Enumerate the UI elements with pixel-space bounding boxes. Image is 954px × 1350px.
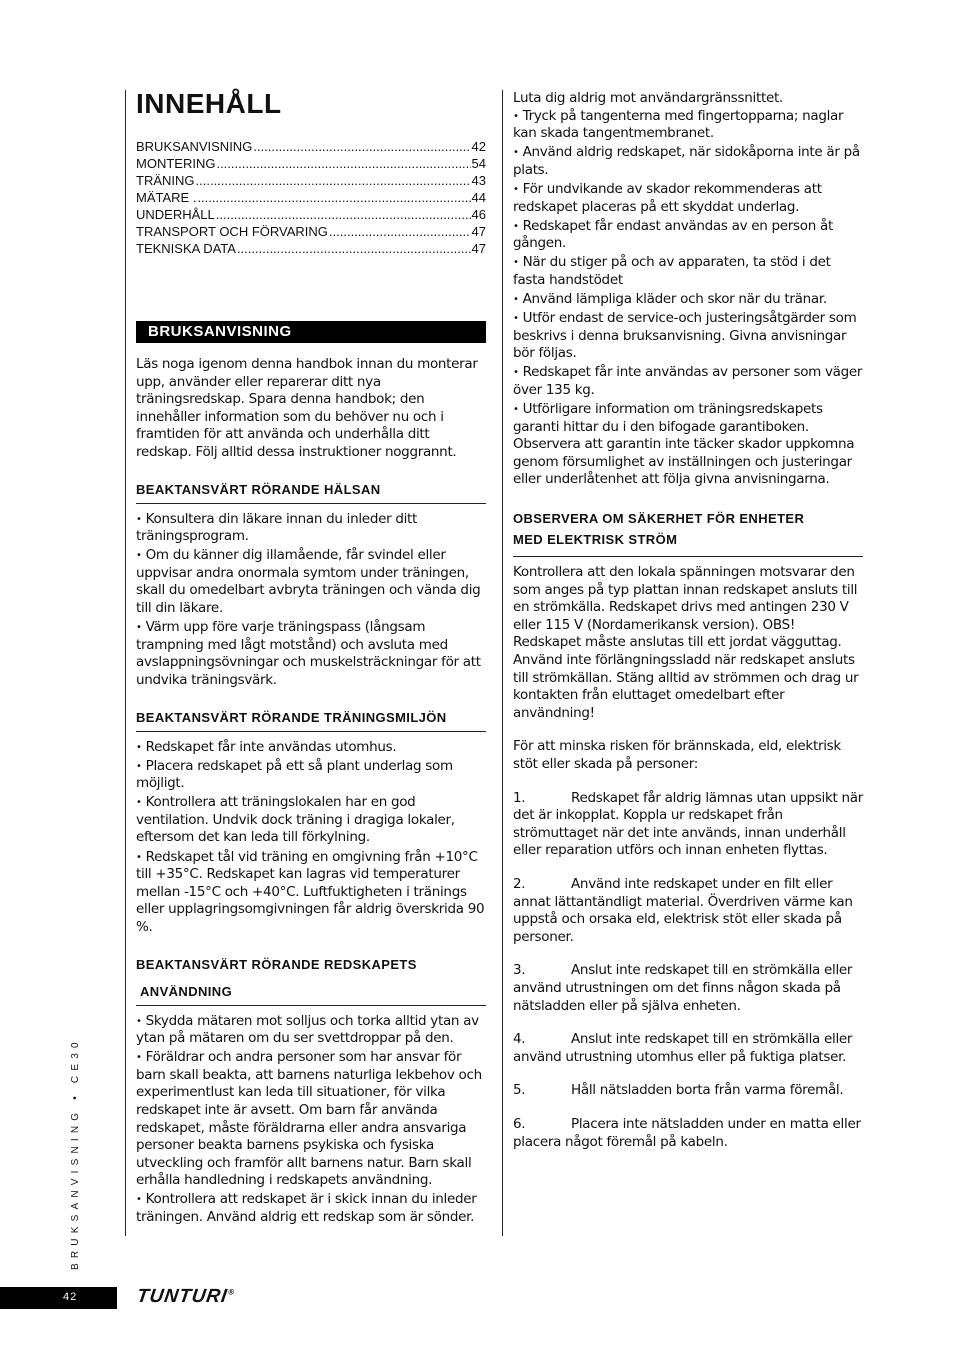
- item-text: Använd inte redskapet under en filt eller annat lättantändligt material. Överdriven värme kan uppstå och orsaka eld, elektrisk stöt eller skada på personer.: [513, 875, 853, 945]
- toc-page: 43: [471, 173, 486, 188]
- list-item: • Redskapet får endast användas av en person åt gången.: [513, 218, 863, 253]
- intro-paragraph: Läs noga igenom denna handbok innan du monterar upp, använder eller reparerar ditt nya träningsredskap. Spara denna handbok; den innehåller information som du behöver nu och i framtiden för att använda och underhålla ditt redskap. Följ alltid dessa instruktioner noggrannt.: [136, 356, 478, 460]
- list-item: • Föräldrar och andra personer som har ansvar för barn skall beakta, att barnens naturliga lekbehov och experimentlust kan leda till situationer, för vilka redskapet inte är avsett. Om barn får använda redskapet, måste föräldrarna eller andra ansvariga personer beakta barnens psykiska och fysiska utveckling och framför allt barnens natur. Barn skall erhålla handledning i redskapets användning.: [136, 1049, 486, 1190]
- registered-mark: ®: [227, 1287, 236, 1297]
- numbered-item: [513, 1031, 863, 1066]
- lead-line: Luta dig aldrig mot användargränssnittet.: [513, 90, 783, 106]
- toc-row[interactable]: [136, 206, 486, 223]
- item-number: 5.: [513, 1082, 526, 1099]
- toc-row[interactable]: [136, 189, 486, 206]
- numbered-item: [513, 1082, 863, 1100]
- toc-page: 54: [471, 156, 486, 171]
- table-of-contents: [136, 138, 486, 257]
- electrical-heading: OBSERVERA OM SÄKERHET FÖR ENHETER: [513, 511, 805, 527]
- item-number: 2.: [513, 875, 526, 892]
- list-item: • Tryck på tangenterna med fingertopparna; naglar kan skada tangentmembranet.: [513, 108, 863, 143]
- item-number: 4.: [513, 1031, 526, 1048]
- toc-row[interactable]: [136, 172, 486, 189]
- section-heading: BRUKSANVISNING: [136, 321, 486, 343]
- toc-page: 47: [471, 224, 486, 239]
- list-item: • Använd lämpliga kläder och skor när du tränar.: [513, 291, 863, 309]
- left-column: [136, 88, 486, 1228]
- item-number: 1.: [513, 789, 526, 806]
- column-divider: [502, 90, 503, 1236]
- toc-label: MONTERING: [136, 156, 216, 171]
- page-title: INNEHÅLL: [136, 88, 282, 119]
- toc-page: 42: [471, 139, 486, 154]
- list-item: • Redskapet tål vid träning en omgivning från +10°C till +35°C. Redskapet kan lagras vid temperaturer mellan -15°C och +40°C. Luftfuktigheten i tränings eller upplagringsomgivningen får aldrig överskrida 90 %.: [136, 849, 486, 937]
- toc-page: 44: [471, 190, 486, 205]
- toc-page: 46: [471, 207, 486, 222]
- list-item: • Utför endast de service-och justeringsåtgärder som beskrivs i denna bruksanvisning. Givna anvisningar bör följas.: [513, 310, 863, 363]
- list-item: • Konsultera din läkare innan du inleder ditt träningsprogram.: [136, 511, 486, 546]
- toc-label: TRANSPORT OCH FÖRVARING: [136, 224, 328, 239]
- item-text: Placera inte nätsladden under en matta eller placera något föremål på kabeln.: [513, 1115, 861, 1150]
- item-text: Redskapet får aldrig lämnas utan uppsikt när det är inkopplat. Koppla ur redskapet från strömuttaget när det inte används, innan underhåll eller reparation utförs och innan enheten flyttas.: [513, 789, 863, 859]
- list-item: • För undvikande av skador rekommenderas att redskapet placeras på ett skyddat underlag.: [513, 181, 863, 216]
- electrical-heading-cont: MED ELEKTRISK STRÖM: [513, 529, 863, 557]
- usage-heading: BEAKTANSVÄRT RÖRANDE REDSKAPETS: [136, 956, 417, 972]
- right-column: [513, 90, 863, 1151]
- item-number: 6.: [513, 1115, 526, 1132]
- left-rule: [125, 90, 126, 1236]
- toc-label: TRÄNING: [136, 173, 195, 188]
- page-number: 42: [63, 1291, 78, 1303]
- environment-heading: BEAKTANSVÄRT RÖRANDE TRÄNINGSMILJÖN: [136, 710, 486, 732]
- item-number: 3.: [513, 962, 526, 979]
- list-item: • Redskapet får inte användas utomhus.: [136, 739, 486, 757]
- numbered-item: [513, 962, 863, 1015]
- list-item: • Om du känner dig illamående, får svindel eller uppvisar andra onormala symtom under träningen, skall du omedelbart avbryta träningen och vända dig till din läkare.: [136, 547, 486, 617]
- toc-row[interactable]: [136, 240, 486, 257]
- list-item: • Placera redskapet på ett så plant underlag som möjligt.: [136, 758, 486, 793]
- item-text: Håll nätsladden borta från varma föremål.: [571, 1082, 844, 1099]
- brand-logo: [135, 1286, 235, 1308]
- footer-bar: [0, 1287, 117, 1309]
- item-text: Anslut inte redskapet till en strömkälla eller använd utrustning utomhus eller på fuktiga platser.: [513, 1031, 853, 1065]
- toc-label: BRUKSANVISNING: [136, 139, 253, 154]
- toc-label: UNDERHÅLL: [136, 207, 215, 222]
- usage-heading-cont: ANVÄNDNING: [136, 984, 486, 1006]
- toc-row[interactable]: [136, 155, 486, 172]
- risk-paragraph: För att minska risken för brännskada, eld, elektrisk stöt eller skada på personer:: [513, 738, 841, 772]
- list-item: • Använd aldrig redskapet, när sidokåporna inte är på plats.: [513, 144, 863, 179]
- list-item: • Värm upp före varje träningspass (långsam trampning med lågt motstånd) och avsluta med avslappningsövningar och muskelsträckningar för att undvika träningsvärk.: [136, 619, 486, 689]
- toc-page: 47: [471, 241, 486, 256]
- numbered-item: [513, 876, 863, 946]
- toc-label: TEKNISKA DATA: [136, 241, 236, 256]
- list-item: • Kontrollera att redskapet är i skick innan du inleder träningen. Använd aldrig ett redskap som är sönder.: [136, 1191, 486, 1226]
- toc-row[interactable]: [136, 138, 486, 155]
- list-item: • När du stiger på och av apparaten, ta stöd i det fasta handstödet: [513, 254, 863, 289]
- spine-label: BRUKSANVISNING • CE30: [70, 1037, 81, 1270]
- health-heading: BEAKTANSVÄRT RÖRANDE HÄLSAN: [136, 482, 486, 504]
- item-text: Anslut inte redskapet till en strömkälla eller använd utrustningen om det finns någon skada på nätsladden eller på själva enheten.: [513, 962, 853, 1014]
- list-item: • Kontrollera att träningslokalen har en god ventilation. Undvik dock träning i dragiga lokaler, eftersom det kan leda till förkylning.: [136, 794, 486, 847]
- numbered-item: [513, 1116, 863, 1151]
- list-item: • Skydda mätaren mot solljus och torka alltid ytan av ytan på mätaren om du ser svettdroppar på den.: [136, 1013, 486, 1048]
- electrical-paragraph: Kontrollera att den lokala spänningen motsvarar den som anges på typ plattan innan redskapet ansluts till en strömkälla. Redskapet drivs med antingen 230 V eller 115 V (Nordamerikansk version). OBS! Redskapet måste anslutas till ett jordat vägguttag. Använd inte förlängningssladd när redskapet ansluts till strömkällan. Stäng alltid av strömmen och drag ur kontakten från eluttaget omedelbart efter användning!: [513, 564, 859, 721]
- list-item: • Redskapet får inte användas av personer som väger över 135 kg.: [513, 364, 863, 399]
- brand-name: TUNTURI: [135, 1286, 229, 1307]
- list-item: • Utförligare information om träningsredskapets garanti hittar du i den bifogade garantiboken. Observera att garantin inte täcker skador uppkomna genom försumlighet av inställningen och justeringar eller underlåtenhet att följa givna anvisningarna.: [513, 401, 863, 489]
- toc-row[interactable]: [136, 223, 486, 240]
- toc-label: MÄTARE .: [136, 190, 197, 205]
- numbered-item: [513, 790, 863, 860]
